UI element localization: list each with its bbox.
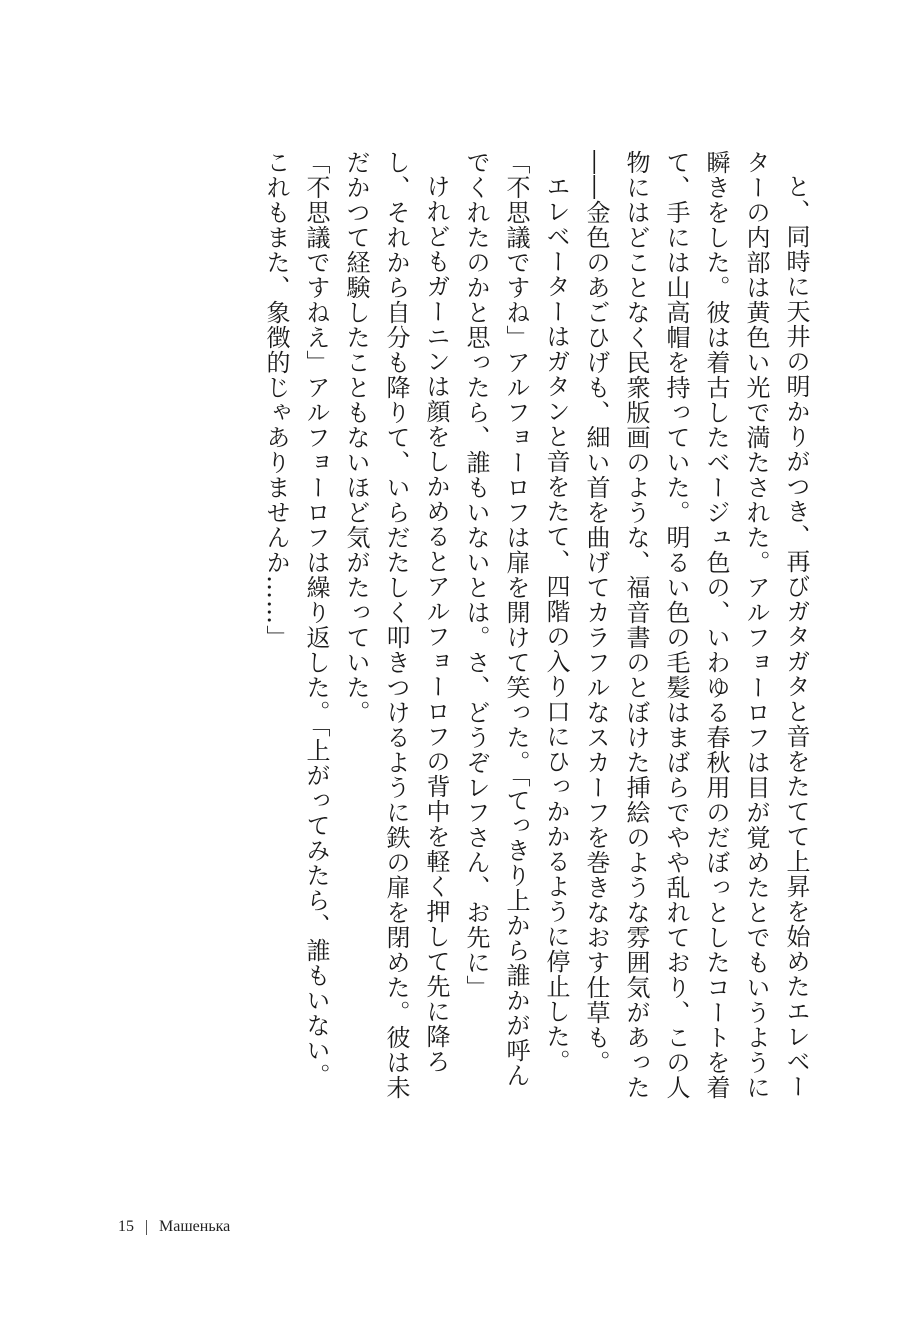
- page-footer: [118, 1218, 230, 1236]
- body-text: [256, 150, 816, 1110]
- paragraph-2: エレベーターはガタンと音をたて、四階の入り口にひっかかるように停止した。: [542, 174, 570, 1074]
- paragraph-1: と、同時に天井の明かりがつき、再びガタガタと音をたてて上昇を始めたエレベーターの内部は黄色い光で満たされた。アルフョーロフは目が覚めたとでもいうように瞬きをした。彼は着古したベージュ色の、いわゆる春秋用のだぼっとしたコートを着て、手には山高帽を持っていた。明るい色の毛髪はまばらでやや乱れており、この人物にはどことなく民衆版画のような、福音書のとぼけた挿絵のような雰囲気があった――金色のあごひげも、細い首を曲げてカラフルなスカーフを巻きなおす仕草も。: [582, 150, 810, 1100]
- paragraph-5: 「不思議ですねえ」アルフョーロフは繰り返した。「上がってみたら、誰もいない。これもまた、象徴的じゃありませんか……」: [262, 150, 330, 1088]
- paragraph-3: 「不思議ですね」アルフョーロフは扉を開けて笑った。「てっきり上から誰かが呼んでくれたのかと思ったら、誰もいないとは。さ、どうぞレフさん、お先に」: [462, 150, 530, 1088]
- footer-divider: [146, 1220, 147, 1235]
- book-title: Машенька: [159, 1218, 231, 1235]
- page-number: 15: [118, 1218, 134, 1235]
- paragraph-4: けれどもガーニンは顔をしかめるとアルフョーロフの背中を軽く押して先に降ろし、それから自分も降りて、いらだたしく叩きつけるように鉄の扉を閉めた。彼は未だかつて経験したこともないほど気がたっていた。: [342, 150, 450, 1100]
